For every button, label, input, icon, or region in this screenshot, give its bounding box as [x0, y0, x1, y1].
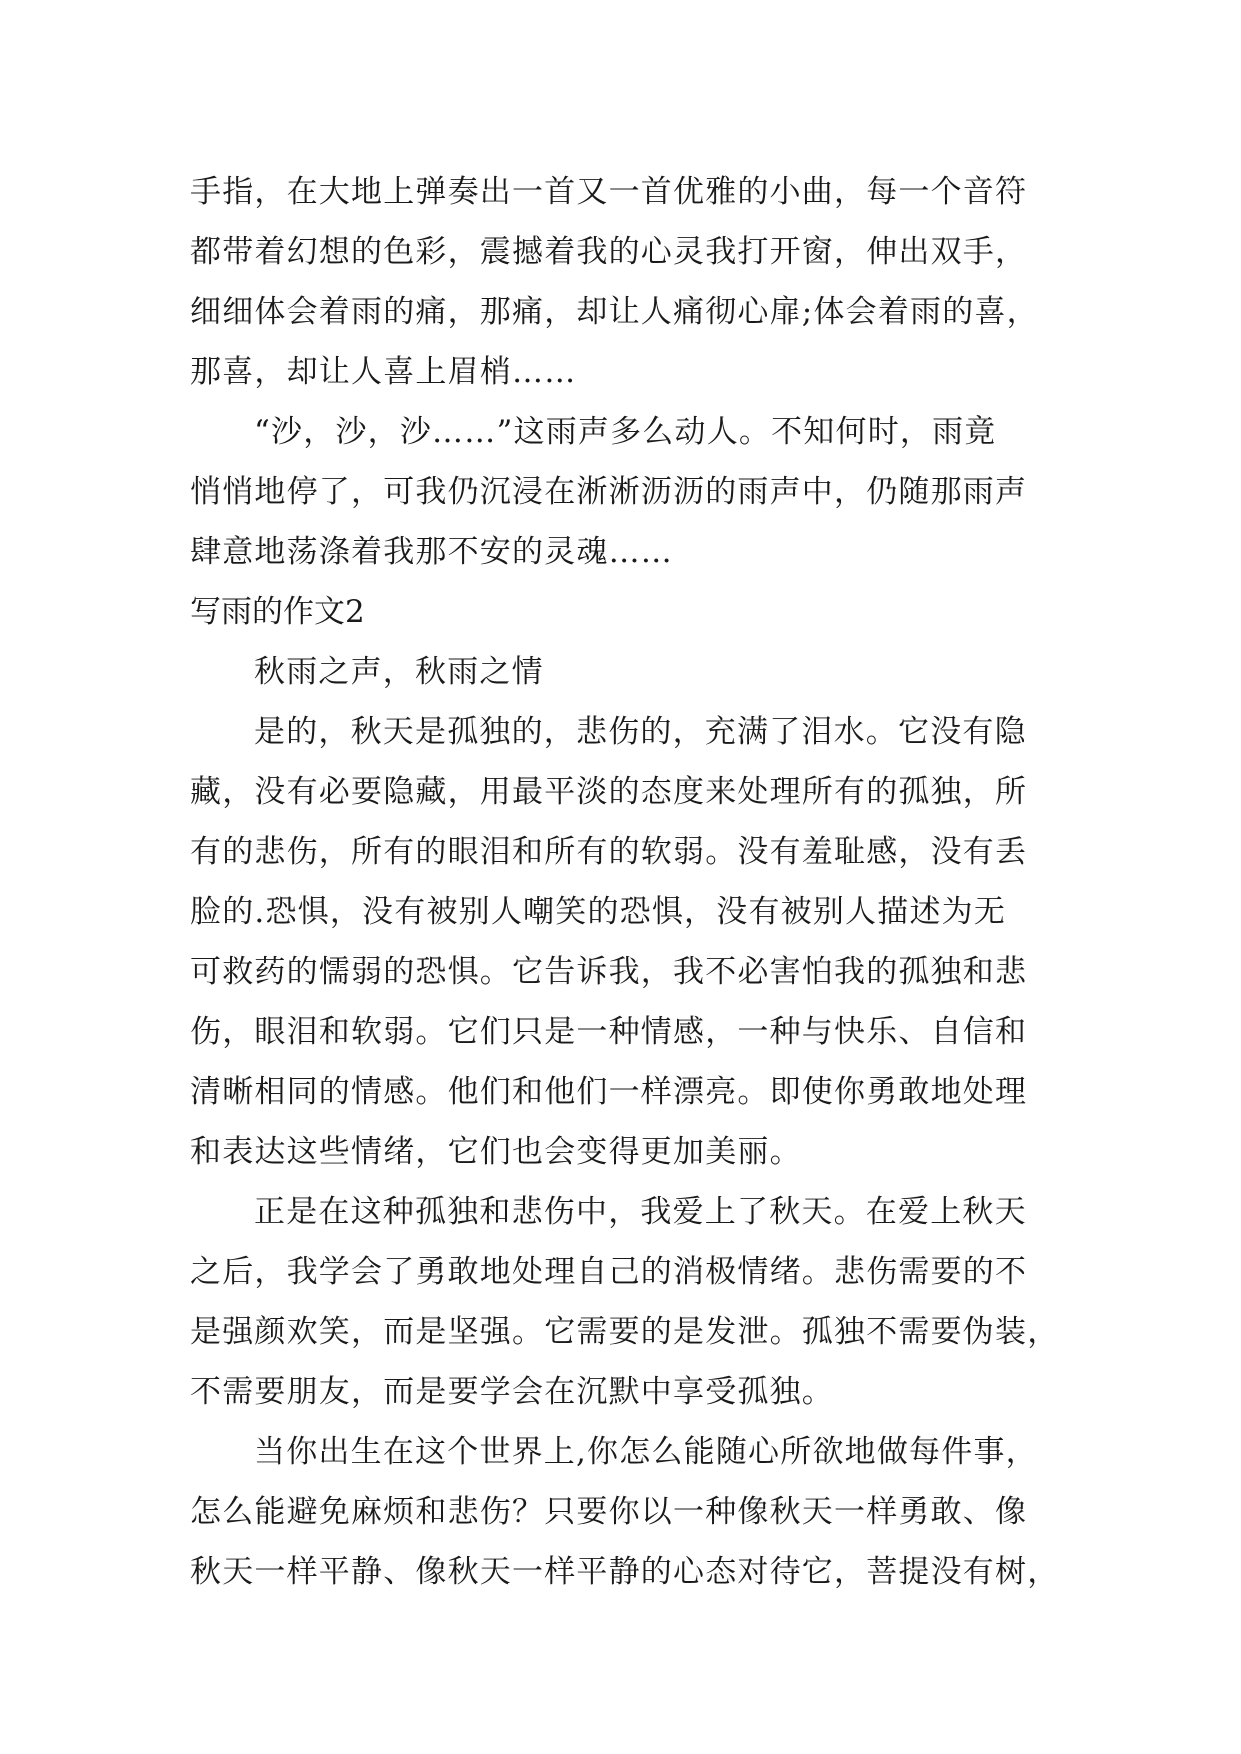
- text-line: 是强颜欢笑，而是坚强。它需要的是发泄。孤独不需要伪装，: [190, 1314, 1060, 1350]
- text-line: 当你出生在这个世界上,你怎么能随心所欲地做每件事，: [254, 1434, 1038, 1470]
- text-line: 那喜，却让人喜上眉梢……: [190, 354, 577, 390]
- text-line: 之后，我学会了勇敢地处理自己的消极情绪。悲伤需要的不: [190, 1254, 1028, 1290]
- essay-subtitle: [190, 642, 1050, 702]
- text-line: 都带着幻想的色彩，震撼着我的心灵我打开窗，伸出双手，: [190, 234, 1028, 270]
- text-line: 脸的.恐惧，没有被别人嘲笑的恐惧，没有被别人描述为无: [190, 894, 1007, 930]
- text-line: 秋天一样平静、像秋天一样平静的心态对待它，菩提没有树，: [190, 1554, 1060, 1590]
- text-line: 正是在这种孤独和悲伤中，我爱上了秋天。在爱上秋天: [254, 1194, 1027, 1230]
- text-line: 怎么能避免麻烦和悲伤？只要你以一种像秋天一样勇敢、像: [190, 1494, 1028, 1530]
- text-line: “沙，沙，沙……”这雨声多么动人。不知何时，雨竟: [254, 414, 997, 450]
- text-line: 可救药的懦弱的恐惧。它告诉我，我不必害怕我的孤独和悲: [190, 954, 1028, 990]
- text-line: 肆意地荡涤着我那不安的灵魂……: [190, 534, 673, 570]
- paragraph-rain-sound-continued: [190, 162, 1050, 402]
- text-line: 有的悲伤，所有的眼泪和所有的软弱。没有羞耻感，没有丢: [190, 834, 1028, 870]
- text-line: 细细体会着雨的痛，那痛，却让人痛彻心扉;体会着雨的喜，: [190, 294, 1039, 330]
- document-page: [190, 162, 1060, 1602]
- paragraph-autumn-lonely: [190, 702, 1050, 1182]
- subtitle-line: 秋雨之声，秋雨之情: [254, 654, 544, 690]
- text-line: 悄悄地停了，可我仍沉浸在淅淅沥沥的雨声中，仍随那雨声: [190, 474, 1028, 510]
- paragraph-love-autumn: [190, 1182, 1060, 1422]
- text-line: 手指，在大地上弹奏出一首又一首优雅的小曲，每一个音符: [190, 174, 1028, 210]
- text-line: 藏，没有必要隐藏，用最平淡的态度来处理所有的孤独，所: [190, 774, 1028, 810]
- text-line: 清晰相同的情感。他们和他们一样漂亮。即使你勇敢地处理: [190, 1074, 1028, 1110]
- paragraph-sha-sha: [190, 402, 1050, 582]
- text-line: 伤，眼泪和软弱。它们只是一种情感，一种与快乐、自信和: [190, 1014, 1028, 1050]
- text-line: 不需要朋友，而是要学会在沉默中享受孤独。: [190, 1374, 834, 1410]
- text-line: 是的，秋天是孤独的，悲伤的，充满了泪水。它没有隐: [254, 714, 1027, 750]
- text-line: 和表达这些情绪，它们也会变得更加美丽。: [190, 1134, 802, 1170]
- paragraph-born-into-world: [190, 1422, 1060, 1602]
- essay-heading: 写雨的作文2: [190, 594, 365, 630]
